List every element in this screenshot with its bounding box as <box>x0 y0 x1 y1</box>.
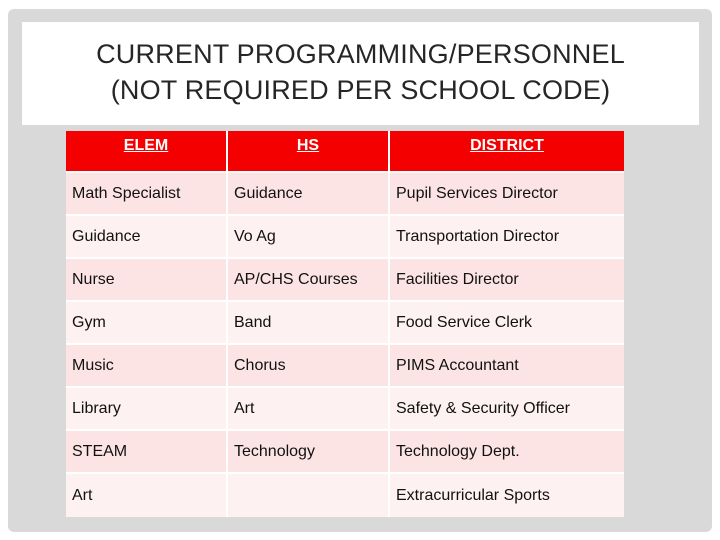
table-row <box>66 216 624 259</box>
cell-district: Extracurricular Sports <box>390 474 624 517</box>
cell-district: PIMS Accountant <box>390 345 624 388</box>
header-hs: HS <box>228 131 390 173</box>
table-row <box>66 388 624 431</box>
header-elem: ELEM <box>66 131 228 173</box>
cell-district: Pupil Services Director <box>390 173 624 216</box>
cell-elem: Math Specialist <box>66 173 228 216</box>
cell-elem: Library <box>66 388 228 431</box>
table-header-row <box>66 131 624 173</box>
cell-hs: Band <box>228 302 390 345</box>
personnel-table-container <box>66 131 624 518</box>
cell-elem: Guidance <box>66 216 228 259</box>
cell-elem: Art <box>66 474 228 517</box>
cell-hs <box>228 474 390 517</box>
table-row <box>66 474 624 517</box>
cell-elem: Music <box>66 345 228 388</box>
cell-district: Food Service Clerk <box>390 302 624 345</box>
cell-district: Transportation Director <box>390 216 624 259</box>
cell-hs: Vo Ag <box>228 216 390 259</box>
cell-district: Facilities Director <box>390 259 624 302</box>
cell-hs: AP/CHS Courses <box>228 259 390 302</box>
slide-title-line-1: CURRENT PROGRAMMING/PERSONNEL <box>96 39 625 69</box>
table-row <box>66 345 624 388</box>
personnel-table <box>66 131 624 517</box>
cell-hs: Chorus <box>228 345 390 388</box>
cell-district: Technology Dept. <box>390 431 624 474</box>
table-row <box>66 302 624 345</box>
cell-district: Safety & Security Officer <box>390 388 624 431</box>
cell-hs: Guidance <box>228 173 390 216</box>
cell-hs: Technology <box>228 431 390 474</box>
cell-elem: STEAM <box>66 431 228 474</box>
table-row <box>66 431 624 474</box>
table-row <box>66 173 624 216</box>
title-box <box>22 22 699 125</box>
header-district: DISTRICT <box>390 131 624 173</box>
table-row <box>66 259 624 302</box>
cell-hs: Art <box>228 388 390 431</box>
cell-elem: Gym <box>66 302 228 345</box>
cell-elem: Nurse <box>66 259 228 302</box>
slide-title-line-2: (NOT REQUIRED PER SCHOOL CODE) <box>110 75 611 105</box>
